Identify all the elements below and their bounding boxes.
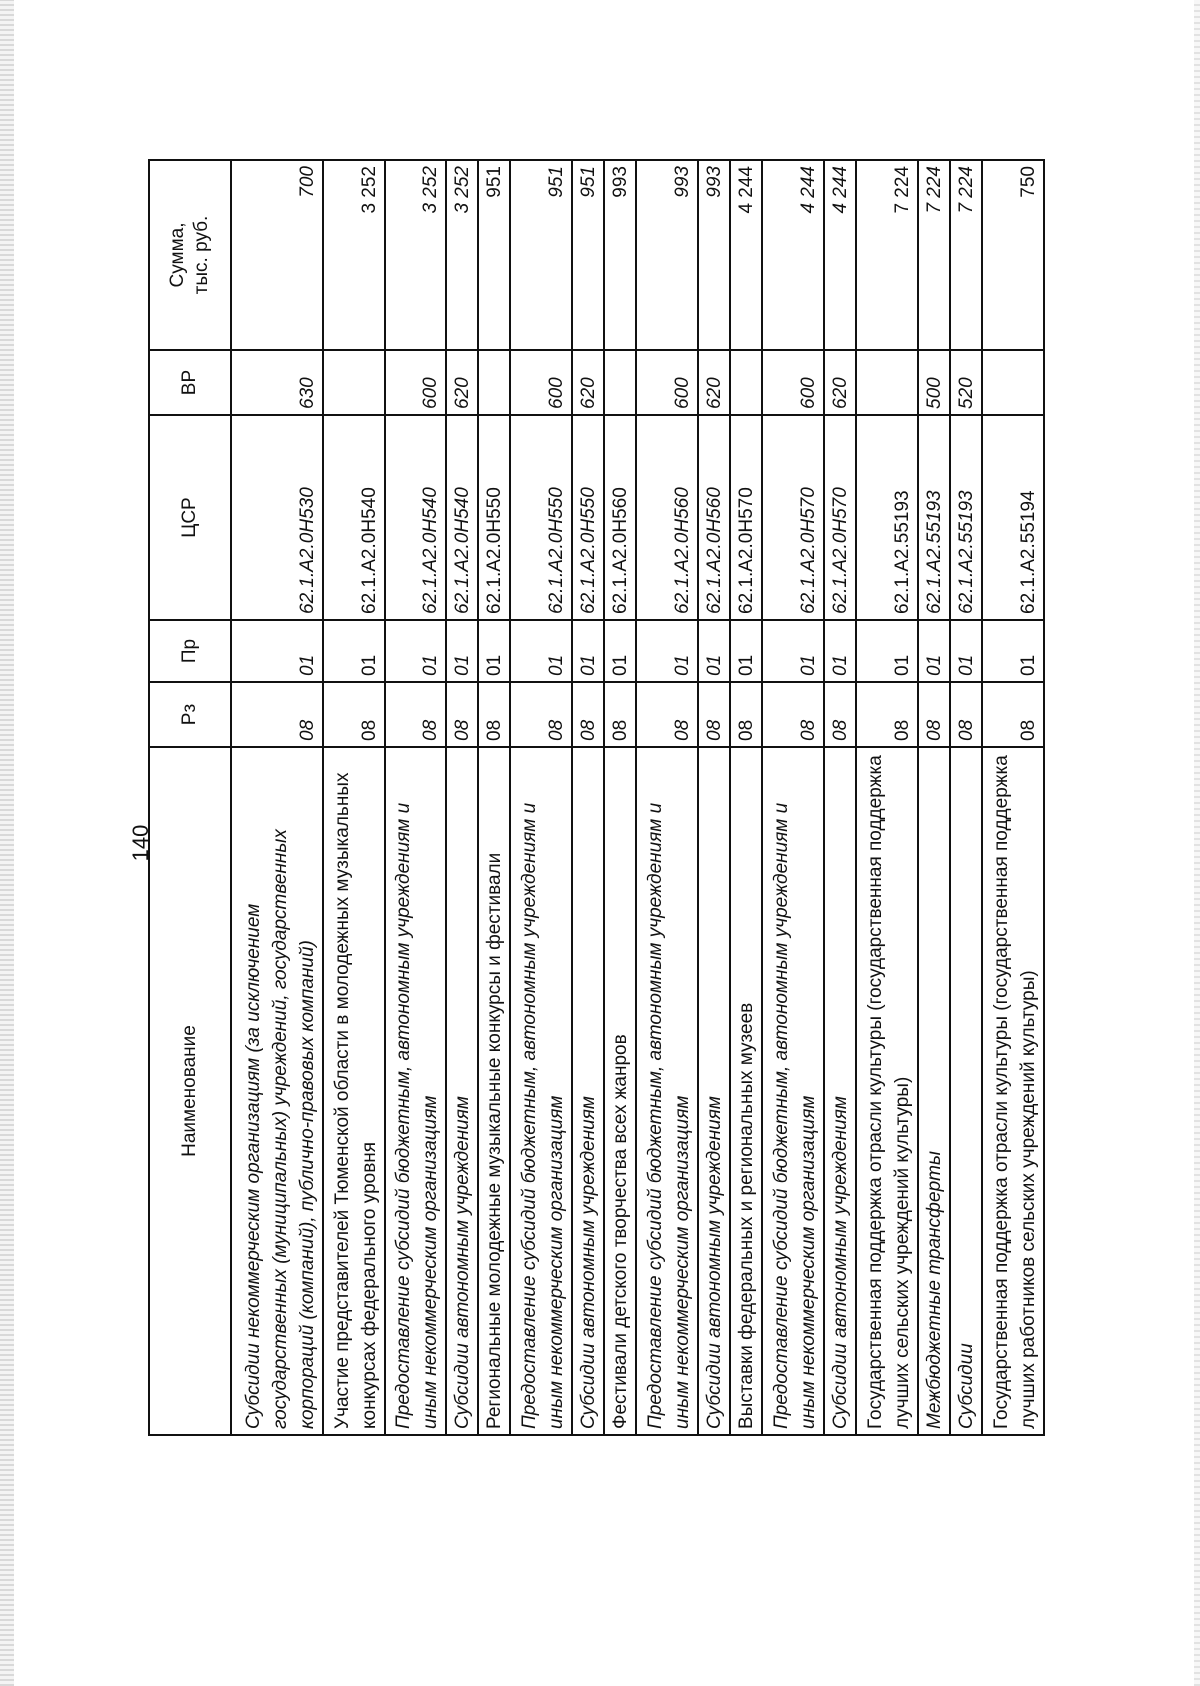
- row-name-cell: Региональные молодежные музыкальные конкурсы и фестивали: [478, 747, 510, 1435]
- table-row: [950, 160, 982, 1435]
- row-sum-cell: 4 244: [824, 160, 856, 350]
- row-csr-cell: 62.1.A2.0Н570: [730, 415, 762, 620]
- row-vr-cell: 600: [510, 350, 572, 415]
- row-name-cell: Предоставление субсидий бюджетным, автономным учреждениям и иным некоммерческим организациям: [762, 747, 824, 1435]
- row-csr-cell: 62.1.A2.55193: [950, 415, 982, 620]
- row-sum-cell: 700: [231, 160, 323, 350]
- table-body: [231, 160, 1044, 1435]
- row-rz-cell: 08: [604, 682, 636, 747]
- table-row: [231, 160, 323, 1435]
- row-vr-cell: 620: [446, 350, 478, 415]
- header-sum-line2: тыс. руб.: [191, 215, 212, 295]
- row-sum-cell: 3 252: [385, 160, 447, 350]
- table-row: [385, 160, 447, 1435]
- table-row: [604, 160, 636, 1435]
- row-pr-cell: 01: [950, 620, 982, 682]
- row-csr-cell: 62.1.A2.0Н540: [446, 415, 478, 620]
- row-sum-cell: 993: [604, 160, 636, 350]
- header-csr: ЦСР: [149, 415, 231, 620]
- header-rz: Рз: [149, 682, 231, 747]
- row-sum-cell: 3 252: [446, 160, 478, 350]
- row-csr-cell: 62.1.A2.0Н550: [478, 415, 510, 620]
- row-rz-cell: 08: [856, 682, 918, 747]
- row-name-cell: Субсидии: [950, 747, 982, 1435]
- row-rz-cell: 08: [950, 682, 982, 747]
- row-rz-cell: 08: [231, 682, 323, 747]
- row-name-cell: Межбюджетные трансферты: [918, 747, 950, 1435]
- page-number: 140: [128, 824, 153, 862]
- row-name-cell: Субсидии автономным учреждениям: [572, 747, 604, 1435]
- row-sum-cell: 4 244: [730, 160, 762, 350]
- row-vr-cell: 630: [231, 350, 323, 415]
- row-name-cell: Предоставление субсидий бюджетным, автономным учреждениям и иным некоммерческим организациям: [385, 747, 447, 1435]
- row-rz-cell: 08: [478, 682, 510, 747]
- header-vr: ВР: [149, 350, 231, 415]
- row-vr-cell: 600: [385, 350, 447, 415]
- row-pr-cell: 01: [231, 620, 323, 682]
- row-name-cell: Государственная поддержка отрасли культуры (государственная поддержка лучших сельских учреждений культуры): [856, 747, 918, 1435]
- row-rz-cell: 08: [698, 682, 730, 747]
- row-pr-cell: 01: [982, 620, 1044, 682]
- row-name-cell: Субсидии автономным учреждениям: [824, 747, 856, 1435]
- row-pr-cell: 01: [698, 620, 730, 682]
- row-csr-cell: 62.1.A2.0Н550: [510, 415, 572, 620]
- row-vr-cell: [856, 350, 918, 415]
- row-name-cell: Предоставление субсидий бюджетным, автономным учреждениям и иным некоммерческим организациям: [510, 747, 572, 1435]
- row-csr-cell: 62.1.A2.55193: [918, 415, 950, 620]
- header-sum-line1: Сумма,: [167, 222, 189, 288]
- table-row: [918, 160, 950, 1435]
- row-sum-cell: 951: [572, 160, 604, 350]
- row-name-cell: Выставки федеральных и региональных музеев: [730, 747, 762, 1435]
- table-row: [446, 160, 478, 1435]
- row-vr-cell: 620: [572, 350, 604, 415]
- header-sum: [149, 160, 231, 350]
- table-row: [572, 160, 604, 1435]
- row-name-cell: Субсидии автономным учреждениям: [446, 747, 478, 1435]
- row-rz-cell: 08: [762, 682, 824, 747]
- row-rz-cell: 08: [636, 682, 698, 747]
- row-csr-cell: 62.1.A2.0Н540: [323, 415, 385, 620]
- row-pr-cell: 01: [856, 620, 918, 682]
- row-rz-cell: 08: [510, 682, 572, 747]
- row-csr-cell: 62.1.A2.0Н560: [698, 415, 730, 620]
- row-vr-cell: 600: [762, 350, 824, 415]
- row-rz-cell: 08: [918, 682, 950, 747]
- row-vr-cell: 500: [918, 350, 950, 415]
- row-sum-cell: 3 252: [323, 160, 385, 350]
- table-row: [762, 160, 824, 1435]
- row-sum-cell: 993: [636, 160, 698, 350]
- row-name-cell: Субсидии автономным учреждениям: [698, 747, 730, 1435]
- row-pr-cell: 01: [572, 620, 604, 682]
- row-name-cell: Участие представителей Тюменской области в молодежных музыкальных конкурсах федерального уровня: [323, 747, 385, 1435]
- row-pr-cell: 01: [478, 620, 510, 682]
- row-name-cell: Субсидии некоммерческим организациям (за исключением государственных (муниципальных) учреждений, государственных корпораций (компаний), публично-правовых компаний): [231, 747, 323, 1435]
- row-csr-cell: 62.1.A2.0Н570: [824, 415, 856, 620]
- row-csr-cell: 62.1.A2.0Н560: [636, 415, 698, 620]
- table-header-row: [149, 160, 231, 1435]
- table-row: [478, 160, 510, 1435]
- row-pr-cell: 01: [918, 620, 950, 682]
- row-vr-cell: [604, 350, 636, 415]
- row-sum-cell: 4 244: [762, 160, 824, 350]
- row-vr-cell: [478, 350, 510, 415]
- row-csr-cell: 62.1.A2.55194: [982, 415, 1044, 620]
- row-sum-cell: 951: [478, 160, 510, 350]
- row-csr-cell: 62.1.A2.0Н540: [385, 415, 447, 620]
- table-row: [636, 160, 698, 1435]
- row-vr-cell: [730, 350, 762, 415]
- row-vr-cell: 600: [636, 350, 698, 415]
- row-csr-cell: 62.1.A2.0Н560: [604, 415, 636, 620]
- row-sum-cell: 7 224: [918, 160, 950, 350]
- row-vr-cell: [323, 350, 385, 415]
- row-rz-cell: 08: [824, 682, 856, 747]
- row-rz-cell: 08: [385, 682, 447, 747]
- row-rz-cell: 08: [572, 682, 604, 747]
- table-row: [323, 160, 385, 1435]
- row-rz-cell: 08: [982, 682, 1044, 747]
- row-pr-cell: 01: [762, 620, 824, 682]
- row-pr-cell: 01: [446, 620, 478, 682]
- table-row: [698, 160, 730, 1435]
- row-vr-cell: 620: [698, 350, 730, 415]
- row-rz-cell: 08: [323, 682, 385, 747]
- row-name-cell: Государственная поддержка отрасли культуры (государственная поддержка лучших работников сельских учреждений культуры): [982, 747, 1044, 1435]
- row-sum-cell: 7 224: [856, 160, 918, 350]
- header-name: Наименование: [149, 747, 231, 1435]
- table-row: [730, 160, 762, 1435]
- row-csr-cell: 62.1.A2.0Н570: [762, 415, 824, 620]
- row-pr-cell: 01: [323, 620, 385, 682]
- row-sum-cell: 993: [698, 160, 730, 350]
- table-row: [982, 160, 1044, 1435]
- row-pr-cell: 01: [730, 620, 762, 682]
- row-csr-cell: 62.1.A2.0Н530: [231, 415, 323, 620]
- row-pr-cell: 01: [824, 620, 856, 682]
- budget-table: [148, 159, 1045, 1436]
- table-row: [856, 160, 918, 1435]
- row-sum-cell: 951: [510, 160, 572, 350]
- header-pr: Пр: [149, 620, 231, 682]
- row-vr-cell: 520: [950, 350, 982, 415]
- row-csr-cell: 62.1.A2.55193: [856, 415, 918, 620]
- row-csr-cell: 62.1.A2.0Н550: [572, 415, 604, 620]
- row-sum-cell: 7 224: [950, 160, 982, 350]
- row-pr-cell: 01: [510, 620, 572, 682]
- row-rz-cell: 08: [730, 682, 762, 747]
- row-pr-cell: 01: [636, 620, 698, 682]
- row-vr-cell: 620: [824, 350, 856, 415]
- row-name-cell: Фестивали детского творчества всех жанров: [604, 747, 636, 1435]
- row-sum-cell: 750: [982, 160, 1044, 350]
- row-vr-cell: [982, 350, 1044, 415]
- row-name-cell: Предоставление субсидий бюджетным, автономным учреждениям и иным некоммерческим организациям: [636, 747, 698, 1435]
- table-row: [510, 160, 572, 1435]
- row-pr-cell: 01: [385, 620, 447, 682]
- table-row: [824, 160, 856, 1435]
- row-pr-cell: 01: [604, 620, 636, 682]
- row-rz-cell: 08: [446, 682, 478, 747]
